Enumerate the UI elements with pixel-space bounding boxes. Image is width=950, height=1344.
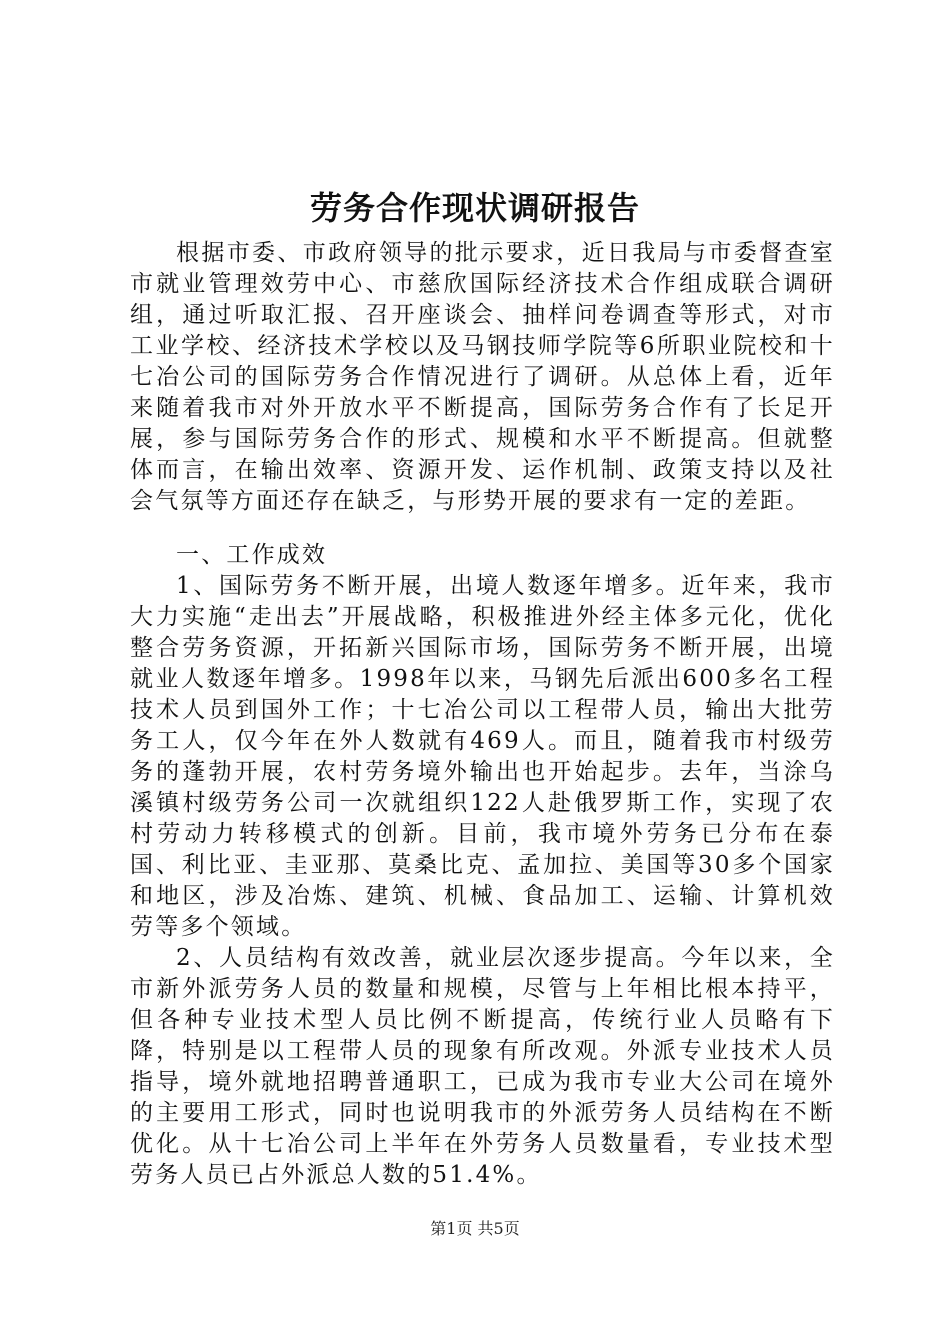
paragraph-item: 1、国际劳务不断开展，出境人数逐年增多。近年来，我市大力实施“走出去”开展战略，积极推进外经主体多元化，优化整合劳务资源，开拓新兴国际市场，国际劳务不断开展，出境就业人数逐年增多。1998年以来，马钢先后派出600多名工程技术人员到国外工作；十七冶公司以工程带人员，输出大批劳务工人，仅今年在外人数就有469人。而且，随着我市村级劳务的蓬勃开展，农村劳务境外输出也开始起步。去年，当涂乌溪镇村级劳务公司一次就组织122人赴俄罗斯工作，实现了农村劳动力转移模式的创新。目前，我市境外劳务已分布在泰国、利比亚、圭亚那、莫桑比克、孟加拉、美国等30多个国家和地区，涉及冶炼、建筑、机械、食品加工、运输、计算机效劳等多个领域。 [130, 573, 835, 940]
page-number-footer: 第1页 共5页 [430, 1219, 520, 1238]
intro-section [130, 238, 835, 517]
paragraph-item: 2、人员结构有效改善，就业层次逐步提高。今年以来，全市新外派劳务人员的数量和规模，尽管与上年相比根本持平，但各种专业技术型人员比例不断提高，传统行业人员略有下降，特别是以工程带人员的现象有所改观。外派专业技术人员指导，境外就地招聘普通职工，已成为我市专业大公司在境外的主要用工形式，同时也说明我市的外派劳务人员结构在不断优化。从十七冶公司上半年在外劳务人员数量看，专业技术型劳务人员已占外派总人数的51.4%。 [130, 945, 835, 1188]
results-section [130, 571, 835, 1191]
section-heading: 一、工作成效 [176, 542, 328, 568]
intro-paragraph: 根据市委、市政府领导的批示要求，近日我局与市委督查室市就业管理效劳中心、市慈欣国际经济技术合作组成联合调研组，通过听取汇报、召开座谈会、抽样问卷调查等形式，对市工业学校、经济技术学校以及马钢技师学院等6所职业院校和十七冶公司的国际劳务合作情况进行了调研。从总体上看，近年来随着我市对外开放水平不断提高，国际劳务合作有了长足开展，参与国际劳务合作的形式、规模和水平不断提高。但就整体而言，在输出效率、资源开发、运作机制、政策支持以及社会气氛等方面还存在缺乏，与形势开展的要求有一定的差距。 [130, 240, 835, 514]
document-title: 劳务合作现状调研报告 [309, 189, 640, 227]
